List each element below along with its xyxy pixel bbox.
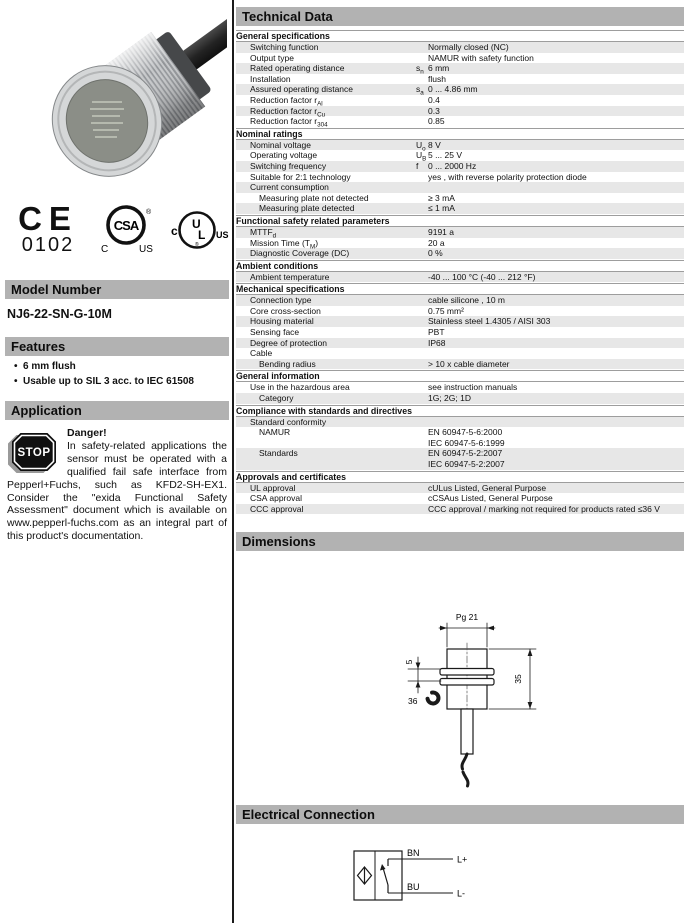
csa-us: US (139, 244, 153, 255)
left-column (0, 0, 232, 923)
spec-label: Diagnostic Coverage (DC) (250, 248, 350, 259)
spec-label: Reduction factor $r_{304}$ (250, 116, 328, 129)
ul-letter-u: U (192, 217, 201, 231)
spec-value (428, 417, 684, 428)
spec-symbol (416, 393, 428, 404)
spec-row (236, 53, 684, 64)
spec-symbol (416, 182, 428, 193)
spec-label: Suitable for 2:1 technology (250, 171, 351, 182)
spec-label: CSA approval (250, 493, 302, 504)
spec-label: Mission Time $(T_M)$ (250, 237, 319, 251)
ul-us: US (216, 230, 229, 240)
spec-value: 0 ... 4.86 mm (428, 84, 478, 95)
spec-section-header: Compliance with standards and directives (236, 405, 684, 417)
spec-value (428, 348, 684, 359)
spec-label: Installation (250, 73, 291, 84)
spec-symbol (416, 306, 428, 317)
spec-section-header: Mechanical specifications (236, 283, 684, 295)
spec-row (236, 272, 684, 283)
spec-symbol: $s_n$ (416, 63, 424, 76)
dim-label-36: 36 (408, 696, 418, 707)
spec-section-header: General information (236, 370, 684, 382)
spec-value: 0.85 (428, 116, 445, 127)
spec-row (236, 393, 684, 404)
spec-value: EN 60947-5-2:2007 IEC 60947-5-2:2007 (428, 448, 505, 469)
model-number-header: Model Number (5, 280, 229, 299)
spec-symbol (416, 382, 428, 393)
spec-value: 8 V (428, 139, 441, 150)
spec-label: Standard conformity (250, 416, 327, 427)
electrical-connection-header: Electrical Connection (236, 805, 684, 824)
spec-symbol (416, 359, 428, 370)
bullet-icon: • (14, 376, 18, 387)
spec-symbol (416, 348, 428, 359)
spec-value: NAMUR with safety function (428, 52, 534, 63)
spec-symbol: $U_o$ (416, 139, 426, 153)
spec-row (236, 306, 684, 317)
spec-row (236, 248, 684, 259)
spec-value: flush (428, 73, 446, 84)
spec-value: ≤ 1 mA (428, 203, 455, 214)
spec-value: ≥ 3 mA (428, 192, 455, 203)
spec-row (236, 427, 684, 448)
ul-c: c (171, 224, 178, 238)
spec-section-header: Functional safety related parameters (236, 215, 684, 227)
spec-section-header: Approvals and certificates (236, 471, 684, 483)
dim-label-35: 35 (513, 674, 523, 685)
feature-text: 6 mm flush (23, 361, 76, 372)
spec-symbol (416, 42, 428, 53)
spec-value: 6 mm (428, 63, 450, 74)
spec-symbol (416, 338, 428, 349)
bullet-icon: • (14, 361, 18, 372)
spec-symbol (416, 74, 428, 85)
feature-item (7, 376, 229, 388)
csa-letters: CSA (113, 218, 139, 233)
spec-symbol (416, 417, 428, 428)
spec-symbol: f (416, 160, 419, 171)
spec-value: 5 ... 25 V (428, 150, 463, 161)
spec-row (236, 95, 684, 106)
spec-label: Switching frequency (250, 160, 327, 171)
wire-label-lminus: L- (457, 888, 466, 899)
spec-label: Connection type (250, 295, 312, 306)
spec-label: Operating voltage (250, 150, 318, 161)
csa-logo (97, 202, 159, 258)
spec-symbol: $U_B$ (416, 150, 427, 164)
spec-row (236, 203, 684, 214)
spec-value: yes , with reverse polarity protection diode (428, 171, 587, 182)
spec-row (236, 193, 684, 204)
wire-label-lplus: L+ (457, 854, 468, 865)
spec-row (236, 238, 684, 249)
spec-value: IP68 (428, 337, 446, 348)
danger-title: Danger! (67, 427, 107, 439)
ul-logo (165, 206, 229, 258)
model-number-value: NJ6-22-SN-G-10M (7, 307, 112, 321)
spec-symbol (416, 483, 428, 494)
spec-label: Reduction factor $r_{Al}$ (250, 94, 323, 108)
spec-row (236, 359, 684, 370)
spec-label: Nominal voltage (250, 139, 311, 150)
ce-letters: CE (18, 200, 78, 237)
spec-value: 9191 a (428, 226, 454, 237)
spec-symbol (416, 427, 428, 448)
spec-label: Measuring plate not detected (259, 192, 369, 203)
technical-data-table (236, 30, 684, 514)
spec-symbol (416, 238, 428, 249)
spec-symbol (416, 493, 428, 504)
spec-symbol (416, 272, 428, 283)
spec-label: Reduction factor $r_{Cu}$ (250, 105, 326, 119)
spec-value: -40 ... 100 °C (-40 ... 212 °F) (428, 271, 536, 282)
spec-row (236, 448, 684, 469)
spec-label: Assured operating distance (250, 84, 354, 95)
spec-symbol: $s_a$ (416, 84, 424, 98)
spec-label: Category (259, 393, 294, 404)
wrench-icon (427, 692, 440, 705)
danger-note (7, 427, 227, 543)
spec-row (236, 493, 684, 504)
spec-row (236, 172, 684, 183)
ce-number: 0102 (21, 234, 75, 256)
technical-data-header: Technical Data (236, 7, 684, 26)
application-header: Application (5, 401, 229, 420)
spec-value: cULus Listed, General Purpose (428, 482, 547, 493)
spec-symbol (416, 504, 428, 515)
spec-row (236, 348, 684, 359)
spec-value: 20 a (428, 237, 445, 248)
spec-label: Core cross-section (250, 305, 321, 316)
spec-value: cCSAus Listed, General Purpose (428, 493, 553, 504)
stop-sign-icon (7, 429, 59, 476)
csa-registered-icon: ® (146, 209, 152, 216)
spec-row (236, 295, 684, 306)
spec-row (236, 63, 684, 74)
spec-row (236, 42, 684, 53)
spec-row (236, 74, 684, 85)
spec-label: Standards (259, 448, 298, 459)
spec-label: Measuring plate detected (259, 203, 355, 214)
features-list (7, 361, 229, 388)
spec-label: Housing material (250, 316, 314, 327)
ul-letter-l: L (198, 228, 206, 242)
spec-row (236, 382, 684, 393)
features-header: Features (5, 337, 229, 356)
spec-row (236, 84, 684, 98)
spec-symbol (416, 116, 428, 127)
spec-label: CCC approval (250, 503, 304, 514)
spec-value: 0.75 mm² (428, 305, 464, 316)
right-column (232, 0, 688, 923)
spec-row (236, 116, 684, 127)
spec-section-header: General specifications (236, 30, 684, 42)
spec-row (236, 227, 684, 238)
wire-label-bn: BN (407, 848, 420, 859)
spec-symbol (416, 227, 428, 238)
dim-label-5: 5 (404, 660, 414, 665)
spec-label: Ambient temperature (250, 271, 330, 282)
spec-symbol (416, 106, 428, 117)
certification-logos (13, 202, 229, 258)
feature-item (7, 361, 229, 373)
feature-text: Usable up to SIL 3 acc. to IEC 61508 (23, 376, 194, 387)
spec-value: 0 % (428, 248, 443, 259)
spec-section-header: Nominal ratings (236, 128, 684, 140)
spec-row (236, 106, 684, 117)
spec-symbol (416, 95, 428, 106)
dim-label-pg21: Pg 21 (455, 612, 479, 623)
spec-symbol (416, 316, 428, 327)
spec-row (236, 150, 684, 164)
spec-value: PBT (428, 327, 445, 338)
spec-value: cable silicone , 10 m (428, 295, 506, 306)
spec-value: 1G; 2G; 1D (428, 393, 471, 404)
stop-label: STOP (17, 447, 51, 459)
spec-value: 0 ... 2000 Hz (428, 160, 477, 171)
spec-section-header: Ambient conditions (236, 260, 684, 272)
spec-value: 0.4 (428, 94, 440, 105)
csa-c: C (101, 244, 109, 255)
dimensions-header: Dimensions (236, 532, 684, 551)
product-photo-image (12, 6, 227, 186)
spec-row (236, 338, 684, 349)
spec-value: > 10 x cable diameter (428, 358, 510, 369)
danger-text: In safety-related applications the sensor must be operated with a qualified fail safe interface from Pepperl+Fuchs, such as KFD2-SH-EX1. Consider the "exida Functional Safety Assessment" document which is available on www.pepperl-fuchs.com as an integral part of this product's documentation. (7, 439, 227, 543)
spec-row (236, 161, 684, 172)
spec-symbol (416, 448, 428, 469)
spec-label: NAMUR (259, 427, 291, 438)
spec-label: Degree of protection (250, 337, 328, 348)
spec-value: Normally closed (NC) (428, 42, 509, 52)
spec-row (236, 140, 684, 151)
spec-symbol (416, 193, 428, 204)
spec-symbol (416, 295, 428, 306)
spec-label: Use in the hazardous area (250, 382, 350, 393)
spec-symbol (416, 248, 428, 259)
spec-row (236, 316, 684, 327)
spec-row (236, 417, 684, 428)
spec-symbol (416, 172, 428, 183)
ul-registered-icon: ® (195, 242, 199, 248)
spec-value: Stainless steel 1.4305 / AISI 303 (428, 316, 551, 327)
spec-label: Bending radius (259, 358, 316, 369)
wire-label-bu: BU (407, 882, 420, 893)
spec-value: 0.3 (428, 105, 440, 116)
spec-value: EN 60947-5-6:2000 IEC 60947-5-6:1999 (428, 427, 505, 448)
spec-label: Current consumption (250, 182, 329, 193)
spec-value: see instruction manuals (428, 382, 518, 393)
spec-label: UL approval (250, 482, 296, 493)
spec-symbol (416, 53, 428, 64)
spec-value (428, 182, 684, 193)
spec-row (236, 327, 684, 338)
spec-row (236, 504, 684, 515)
spec-label: Switching function (250, 42, 319, 52)
spec-label: Output type (250, 52, 294, 63)
spec-symbol (416, 327, 428, 338)
dimension-drawing (236, 551, 684, 799)
electrical-connection-diagram (236, 832, 684, 923)
spec-label: $MTTF_d$ (250, 226, 277, 240)
spec-row (236, 483, 684, 494)
spec-label: Sensing face (250, 327, 300, 338)
spec-row (236, 182, 684, 193)
spec-label: Rated operating distance (250, 63, 345, 74)
spec-label: Cable (250, 348, 273, 359)
ce-mark-logo (13, 200, 83, 256)
spec-symbol (416, 203, 428, 214)
spec-value: CCC approval / marking not required for products rated ≤36 V (428, 503, 660, 514)
